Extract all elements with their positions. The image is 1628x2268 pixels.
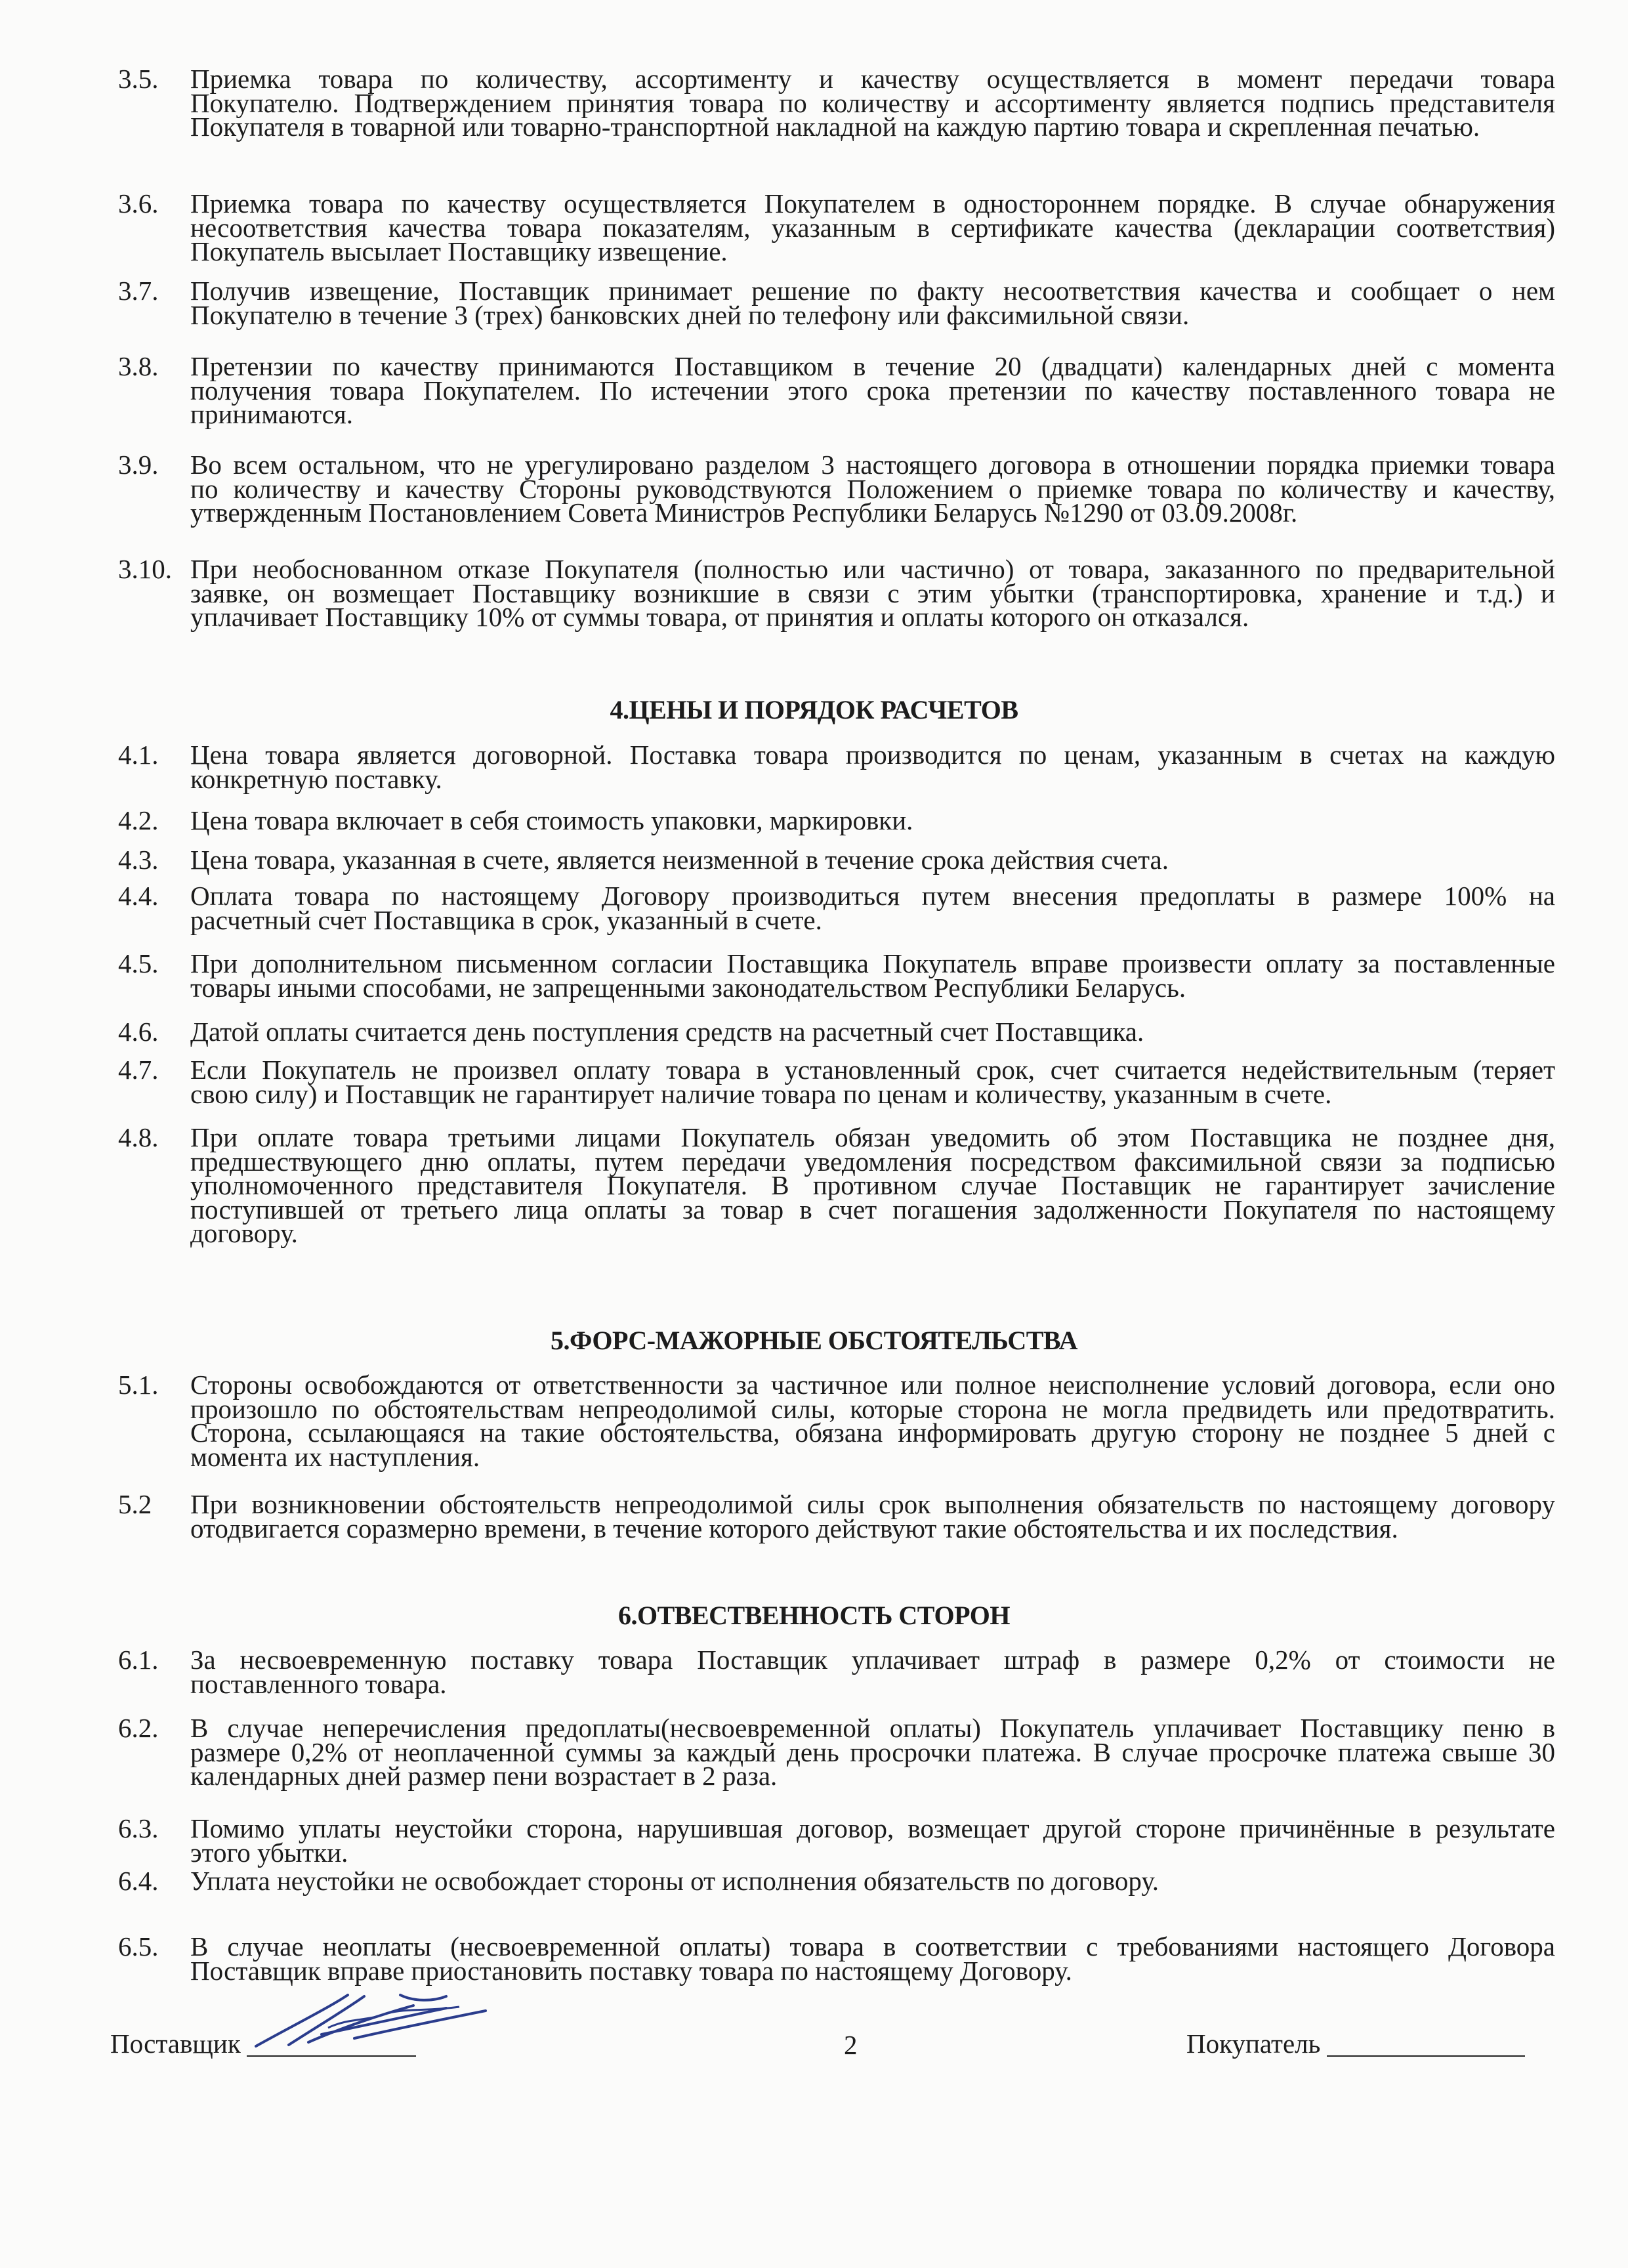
clause-number: 4.7. [118, 1055, 159, 1085]
clause-text-line: Приемка товара по качеству осуществляется Покупателем в одностороннем порядке. В случае обнаружения [190, 188, 1555, 219]
section-heading: 4.ЦЕНЫ И ПОРЯДОК РАСЧЕТОВ [610, 695, 1018, 724]
clause-text-line: Поставщик вправе приостановить поставку товара по настоящему Договору. [190, 1955, 1072, 1986]
clause-text-line: товары иными способами, не запрещенными законодательством Республики Беларусь. [190, 972, 1186, 1003]
clause-text-line: Во всем остальном, что не урегулировано разделом 3 настоящего договора в отношении порядка приемки товара [190, 450, 1555, 480]
clause-number: 3.9. [118, 450, 159, 480]
clause-text-line: Уплата неустойки не освобождает стороны от исполнения обязательств по договору. [190, 1866, 1159, 1896]
clause-text-line: При дополнительном письменном согласии Поставщика Покупатель вправе произвести оплату за поставленные [190, 948, 1555, 978]
clause-text-line: Покупателя в товарной или товарно-транспортной накладной на каждую партию товара и скрепленная печатью. [190, 112, 1480, 142]
clause-number: 6.2. [118, 1713, 159, 1743]
clause-text-line: Оплата товара по настоящему Договору производиться путем внесения предоплаты в размере 100% на [190, 881, 1555, 911]
clause-text-line: отодвигается соразмерно времени, в течение которого действуют такие обстоятельства и их последствия. [190, 1513, 1398, 1544]
clause-number: 6.5. [118, 1931, 159, 1962]
clause-number: 5.2 [118, 1489, 152, 1519]
clause-text-line: При оплате товара третьими лицами Покупатель обязан уведомить об этом Поставщика не позднее дня, [190, 1122, 1555, 1152]
buyer-label: Покупатель [1186, 2028, 1321, 2059]
clause-number: 4.2. [118, 805, 159, 835]
clause-text-line: Покупателю в течение 3 (трех) банковских дней по телефону или факсимильной связи. [190, 299, 1190, 330]
clause-number: 3.8. [118, 351, 159, 381]
clause-text-line: этого убытки. [190, 1837, 348, 1868]
clause-number: 6.3. [118, 1813, 159, 1843]
clause-text-line: Сторона, ссылающаяся на такие обстоятельства, обязана информировать другую сторону не позднее 5 дней с [190, 1418, 1555, 1448]
page-number: 2 [844, 2030, 858, 2060]
clause-text-line: Если Покупатель не произвел оплату товара в установленный срок, счет считается недействительным (теряет [190, 1055, 1555, 1085]
clause-text-line: по количеству и качеству Стороны руководствуются Положением о приемке товара по количеству и качеству, [190, 473, 1555, 504]
clause-text-line: Приемка товара по количеству, ассортименту и качеству осуществляется в момент передачи товара [190, 64, 1555, 94]
clause-number: 6.4. [118, 1866, 159, 1896]
clause-text-line: При возникновении обстоятельств непреодолимой силы срок выполнения обязательств по настоящему договору [190, 1489, 1555, 1519]
clause-text-line: заявке, он возмещает Поставщику возникшие в связи с этим убытки (транспортировка, хранение и т.д.) и [190, 578, 1555, 608]
supplier-signature-line [247, 2055, 416, 2057]
clause-text-line: Помимо уплаты неустойки сторона, нарушившая договор, возмещает другой стороне причинённые в результате [190, 1813, 1555, 1843]
supplier-signature [249, 1982, 499, 2064]
clause-text-line: Покупатель высылает Поставщику извещение. [190, 236, 728, 266]
clause-text-line: момента их наступления. [190, 1441, 480, 1472]
clause-text-line: получения товара Покупателем. По истечении этого срока претензии по качеству поставленного товара не [190, 375, 1555, 406]
clause-number: 4.5. [118, 948, 159, 978]
clause-number: 4.3. [118, 845, 159, 875]
clause-text-line: Цена товара включает в себя стоимость упаковки, маркировки. [190, 805, 913, 835]
clause-text-line: размере 0,2% от неоплаченной суммы за каждый день просрочки платежа. В случае просрочке платежа свыше 30 [190, 1736, 1555, 1767]
clause-number: 3.7. [118, 276, 159, 306]
clause-text-line: Цена товара является договорной. Поставка товара производится по ценам, указанным в счетах на каждую [190, 740, 1555, 770]
clause-text-line: Датой оплаты считается день поступления средств на расчетный счет Поставщика. [190, 1017, 1144, 1047]
clause-text-line: Цена товара, указанная в счете, является неизменной в течение срока действия счета. [190, 845, 1169, 875]
clause-text-line: Претензии по качеству принимаются Поставщиком в течение 20 (двадцати) календарных дней с момента [190, 351, 1555, 381]
clause-text-line: предшествующего дню оплаты, путем передачи уведомления посредством факсимильной связи за подписью [190, 1146, 1555, 1177]
clause-text-line: принимаются. [190, 399, 353, 429]
clause-number: 6.1. [118, 1645, 159, 1675]
clause-text-line: Получив извещение, Поставщик принимает решение по факту несоответствия качества и сообщает о нем [190, 276, 1555, 306]
clause-text-line: поставленного товара. [190, 1668, 447, 1699]
clause-text-line: уполномоченного представителя Покупателя. В противном случае Поставщик не гарантирует зачисление [190, 1170, 1555, 1200]
supplier-label: Поставщик [110, 2028, 241, 2059]
clause-text-line: Стороны освобождаются от ответственности за частичное или полное неисполнение условий договора, если оно [190, 1370, 1555, 1400]
clause-text-line: утвержденным Постановлением Совета Министров Республики Беларусь №1290 от 03.09.2008г. [190, 497, 1298, 528]
clause-text-line: несоответствия качества товара показателям, указанным в сертификате качества (декларации соответствия) [190, 212, 1555, 243]
clause-text-line: уплачивает Поставщику 10% от суммы товара, от принятия и оплаты которого он отказался. [190, 602, 1249, 632]
clause-number: 3.5. [118, 64, 159, 94]
clause-text-line: поступившей от третьего лица оплаты за товар в счет погашения задолженности Покупателя по настоящему [190, 1194, 1555, 1225]
clause-text-line: За несвоевременную поставку товара Поставщик уплачивает штраф в размере 0,2% от стоимости не [190, 1645, 1555, 1675]
clause-text-line: произошло по обстоятельствам непреодолимой силы, которые сторона не могла предвидеть или предотвратить. [190, 1393, 1555, 1424]
section-heading: 6.ОТВЕСТВЕННОСТЬ СТОРОН [618, 1601, 1010, 1630]
clause-text-line: договору. [190, 1218, 298, 1248]
clause-number: 3.6. [118, 188, 159, 219]
clause-number: 3.10. [118, 554, 172, 584]
clause-text-line: расчетный счет Поставщика в срок, указанный в счете. [190, 904, 822, 935]
clause-text-line: Покупателю. Подтверждением принятия товара по количеству и ассортименту является подпись представителя [190, 87, 1555, 118]
clause-text-line: календарных дней размер пени возрастает в 2 раза. [190, 1761, 778, 1791]
buyer-signature-line [1327, 2055, 1525, 2057]
clause-text-line: В случае неоплаты (несвоевременной оплаты) товара в соответствии с требованиями настоящего Договора [190, 1931, 1555, 1962]
clause-number: 4.1. [118, 740, 159, 770]
section-heading: 5.ФОРС-МАЖОРНЫЕ ОБСТОЯТЕЛЬСТВА [551, 1326, 1077, 1355]
clause-text-line: В случае неперечисления предоплаты(несвоевременной оплаты) Покупатель уплачивает Поставщику пеню в [190, 1713, 1555, 1743]
clause-text-line: свою силу) и Поставщик не гарантирует наличие товара по ценам и количеству, указанным в счете. [190, 1078, 1332, 1109]
clause-number: 4.6. [118, 1017, 159, 1047]
clause-text-line: конкретную поставку. [190, 763, 442, 794]
clause-number: 4.4. [118, 881, 159, 911]
clause-text-line: При необоснованном отказе Покупателя (полностью или частично) от товара, заказанного по предварительной [190, 554, 1555, 584]
clause-number: 4.8. [118, 1122, 159, 1152]
clause-number: 5.1. [118, 1370, 159, 1400]
